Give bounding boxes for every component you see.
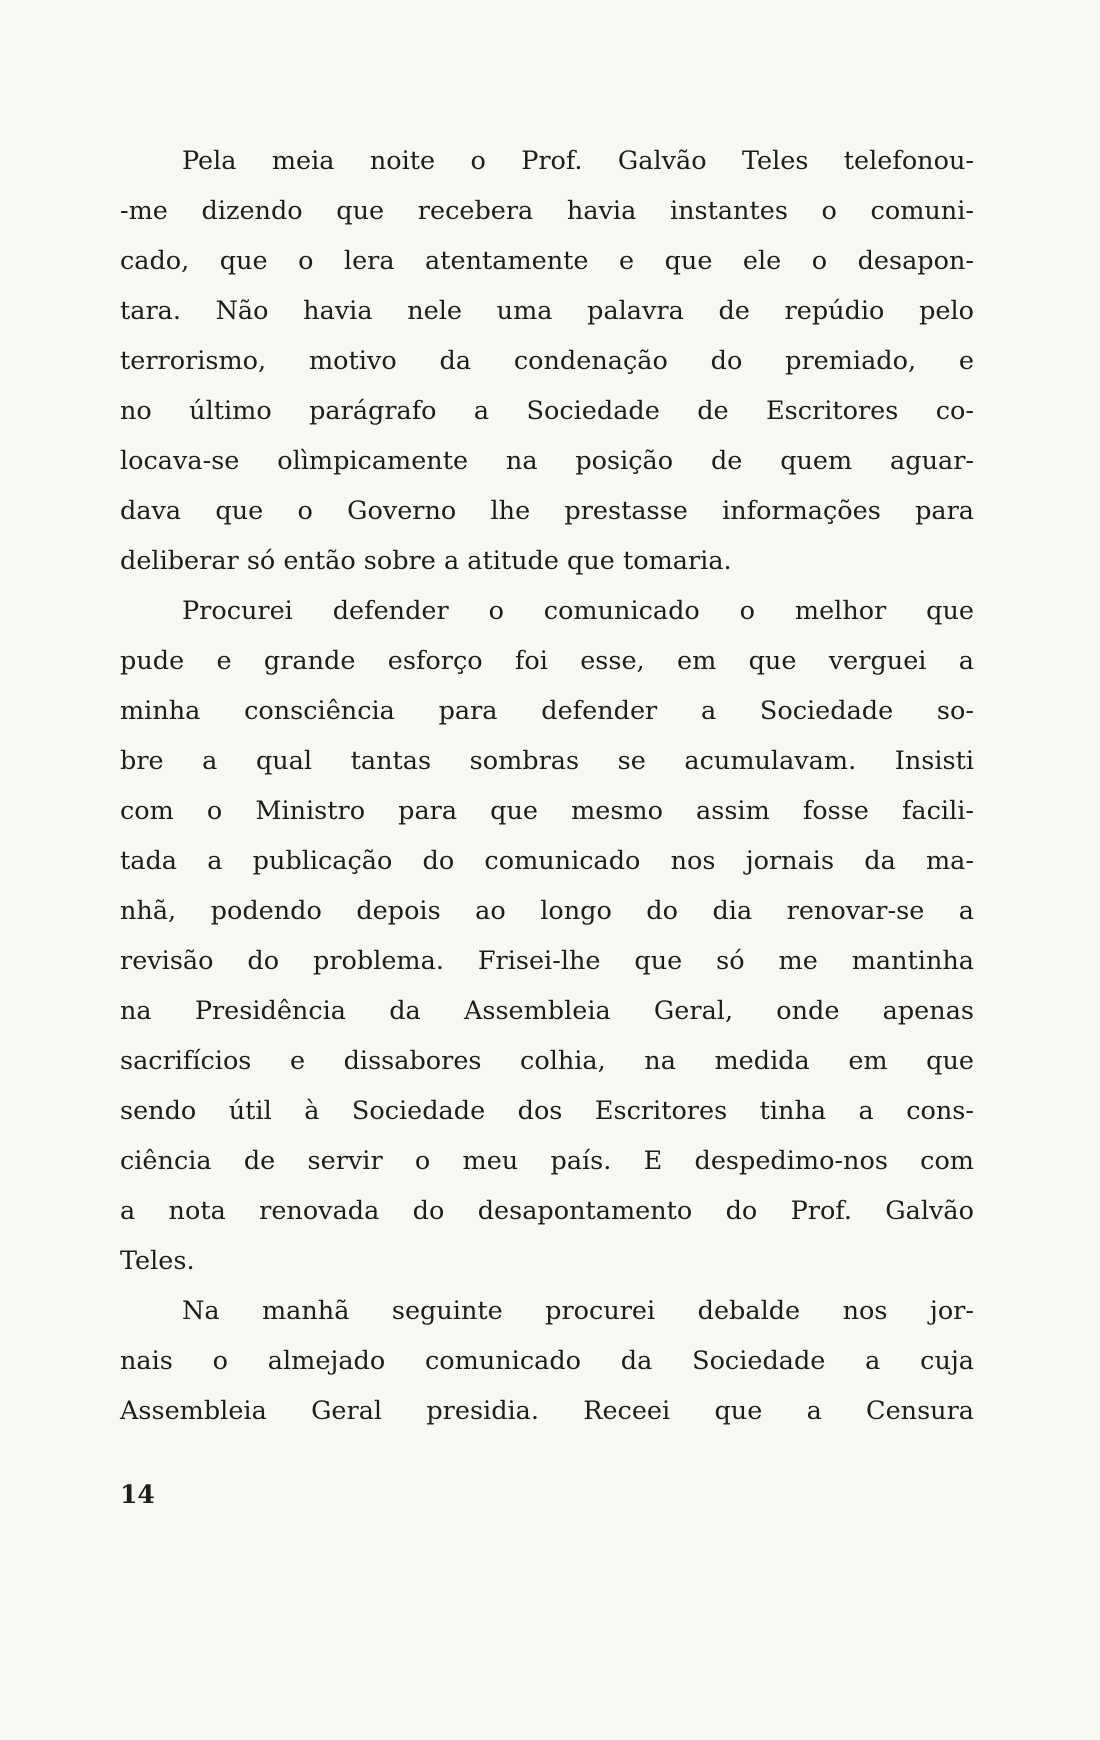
paragraph-3 xyxy=(120,1286,974,1436)
paragraph-1 xyxy=(120,136,974,586)
text-line: revisão do problema. Frisei-lhe que só me mantinha xyxy=(120,946,974,976)
text-line: Teles. xyxy=(120,1246,195,1276)
text-line: nais o almejado comunicado da Sociedade a cuja xyxy=(120,1346,974,1376)
text-line: sendo útil à Sociedade dos Escritores tinha a cons- xyxy=(120,1096,974,1126)
text-line: Pela meia noite o Prof. Galvão Teles telefonou- xyxy=(182,146,974,176)
text-line: ciência de servir o meu país. E despedimo-nos com xyxy=(120,1146,974,1176)
text-line: -me dizendo que recebera havia instantes o comuni- xyxy=(120,196,974,226)
text-line: Assembleia Geral presidia. Receei que a Censura xyxy=(120,1396,974,1426)
text-line: pude e grande esforço foi esse, em que verguei a xyxy=(120,646,974,676)
text-line: locava-se olìmpicamente na posição de quem aguar- xyxy=(120,446,974,476)
body-text xyxy=(120,136,974,1436)
text-line: a nota renovada do desapontamento do Prof. Galvão xyxy=(120,1196,974,1226)
text-line: cado, que o lera atentamente e que ele o desapon- xyxy=(120,246,974,276)
text-line: nhã, podendo depois ao longo do dia renovar-se a xyxy=(120,896,974,926)
text-line: tada a publicação do comunicado nos jornais da ma- xyxy=(120,846,974,876)
text-line: minha consciência para defender a Sociedade so- xyxy=(120,696,974,726)
text-line: na Presidência da Assembleia Geral, onde apenas xyxy=(120,996,974,1026)
text-line: tara. Não havia nele uma palavra de repúdio pelo xyxy=(120,296,974,326)
text-line: Na manhã seguinte procurei debalde nos jor- xyxy=(182,1296,974,1326)
text-line: dava que o Governo lhe prestasse informações para xyxy=(120,496,974,526)
page-number: 14 xyxy=(120,1480,155,1509)
text-line: deliberar só então sobre a atitude que tomaria. xyxy=(120,546,732,576)
text-line: com o Ministro para que mesmo assim fosse facili- xyxy=(120,796,974,826)
text-line: terrorismo, motivo da condenação do premiado, e xyxy=(120,346,974,376)
text-line: bre a qual tantas sombras se acumulavam. Insisti xyxy=(120,746,974,776)
text-line: Procurei defender o comunicado o melhor que xyxy=(182,596,974,626)
paragraph-2 xyxy=(120,586,974,1286)
text-line: no último parágrafo a Sociedade de Escritores co- xyxy=(120,396,974,426)
text-line: sacrifícios e dissabores colhia, na medida em que xyxy=(120,1046,974,1076)
